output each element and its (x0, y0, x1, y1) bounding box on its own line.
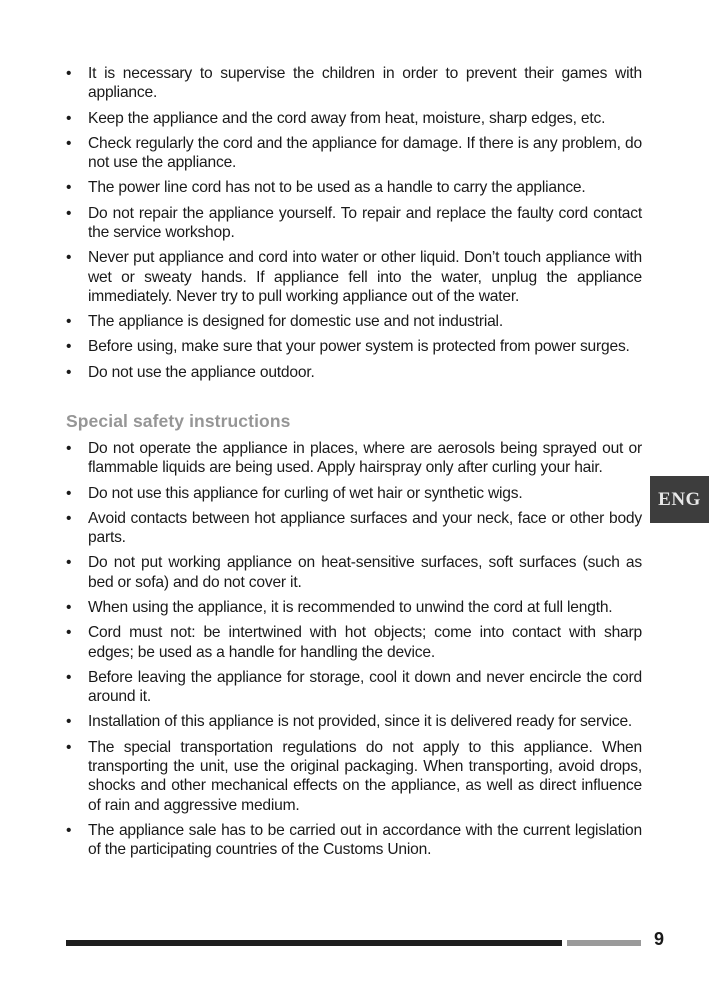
bullet-icon: • (66, 624, 72, 642)
list-item: • Installation of this appliance is not provided, since it is delivered ready for service. (66, 713, 633, 731)
bullet-icon: • (66, 313, 72, 331)
bullet-icon: • (66, 440, 72, 457)
bullet-icon: • (66, 179, 72, 197)
list-item: • Do not use this appliance for curling of wet hair or synthetic wigs. (66, 484, 523, 502)
bullet-icon: • (66, 65, 72, 82)
list-item: • The special transportation regulations do not apply to this appliance. When transporting the unit, use the original packaging. When transporting, avoid drops, shocks and other mechanical effects on the appliance, as well as direct influence of rain and aggressive medium. (66, 738, 642, 814)
footer-bar-dark (66, 940, 562, 946)
list-item: • When using the appliance, it is recommended to unwind the cord at full length. (66, 599, 613, 617)
list-item: • The appliance is designed for domestic use and not industrial. (66, 313, 503, 331)
language-tab: ENG (650, 476, 709, 523)
list-item: • Before using, make sure that your power system is protected from power surges. (66, 338, 630, 356)
list-item: • The power line cord has not to be used as a handle to carry the appliance. (66, 179, 586, 197)
list-item: • Avoid contacts between hot appliance surfaces and your neck, face or other body parts. (66, 509, 642, 547)
footer-bar-light (567, 940, 641, 946)
bullet-icon: • (66, 109, 72, 127)
bullet-icon: • (66, 249, 72, 267)
list-item: • The appliance sale has to be carried out in accordance with the current legislation of the participating countries of the Customs Union. (66, 822, 642, 859)
bullet-icon: • (66, 822, 72, 840)
list-item: • Keep the appliance and the cord away from heat, moisture, sharp edges, etc. (66, 109, 606, 127)
bullet-icon: • (66, 484, 72, 502)
list-item: • It is necessary to supervise the children in order to prevent their games with appliance. (66, 65, 642, 102)
bullet-icon: • (66, 363, 72, 381)
list-item: • Before leaving the appliance for storage, cool it down and never encircle the cord around it. (66, 668, 642, 706)
page-number: 9 (654, 929, 665, 949)
bullet-icon: • (66, 509, 72, 527)
list-item: • Do not repair the appliance yourself. To repair and replace the faulty cord contact the service workshop. (66, 204, 642, 242)
list-item: • Do not use the appliance outdoor. (66, 363, 315, 381)
list-item: • Check regularly the cord and the appliance for damage. If there is any problem, do not use the appliance. (66, 134, 642, 172)
list-item: • Cord must not: be intertwined with hot objects; come into contact with sharp edges; be used as a handle for handling the device. (66, 624, 642, 661)
list-item: • Never put appliance and cord into water or other liquid. Don’t touch appliance with wet or sweaty hands. If appliance fell into the water, unplug the appliance immediately. Never try to pull working appliance out of the water. (66, 249, 642, 306)
bullet-icon: • (66, 599, 72, 617)
special-safety-list (66, 439, 642, 866)
bullet-icon: • (66, 738, 72, 756)
special-safety-heading: Special safety instructions (66, 411, 291, 431)
list-item: • Do not put working appliance on heat-sensitive surfaces, soft surfaces (such as bed or sofa) and do not cover it. (66, 554, 642, 591)
list-item: • Do not operate the appliance in places, where are aerosols being sprayed out or flammable liquids are being used. Apply hairspray only after curling your hair. (66, 440, 642, 477)
general-safety-list (66, 64, 642, 388)
bullet-icon: • (66, 668, 72, 686)
bullet-icon: • (66, 713, 72, 731)
bullet-icon: • (66, 134, 72, 152)
bullet-icon: • (66, 338, 72, 356)
bullet-icon: • (66, 554, 72, 572)
bullet-icon: • (66, 204, 72, 222)
